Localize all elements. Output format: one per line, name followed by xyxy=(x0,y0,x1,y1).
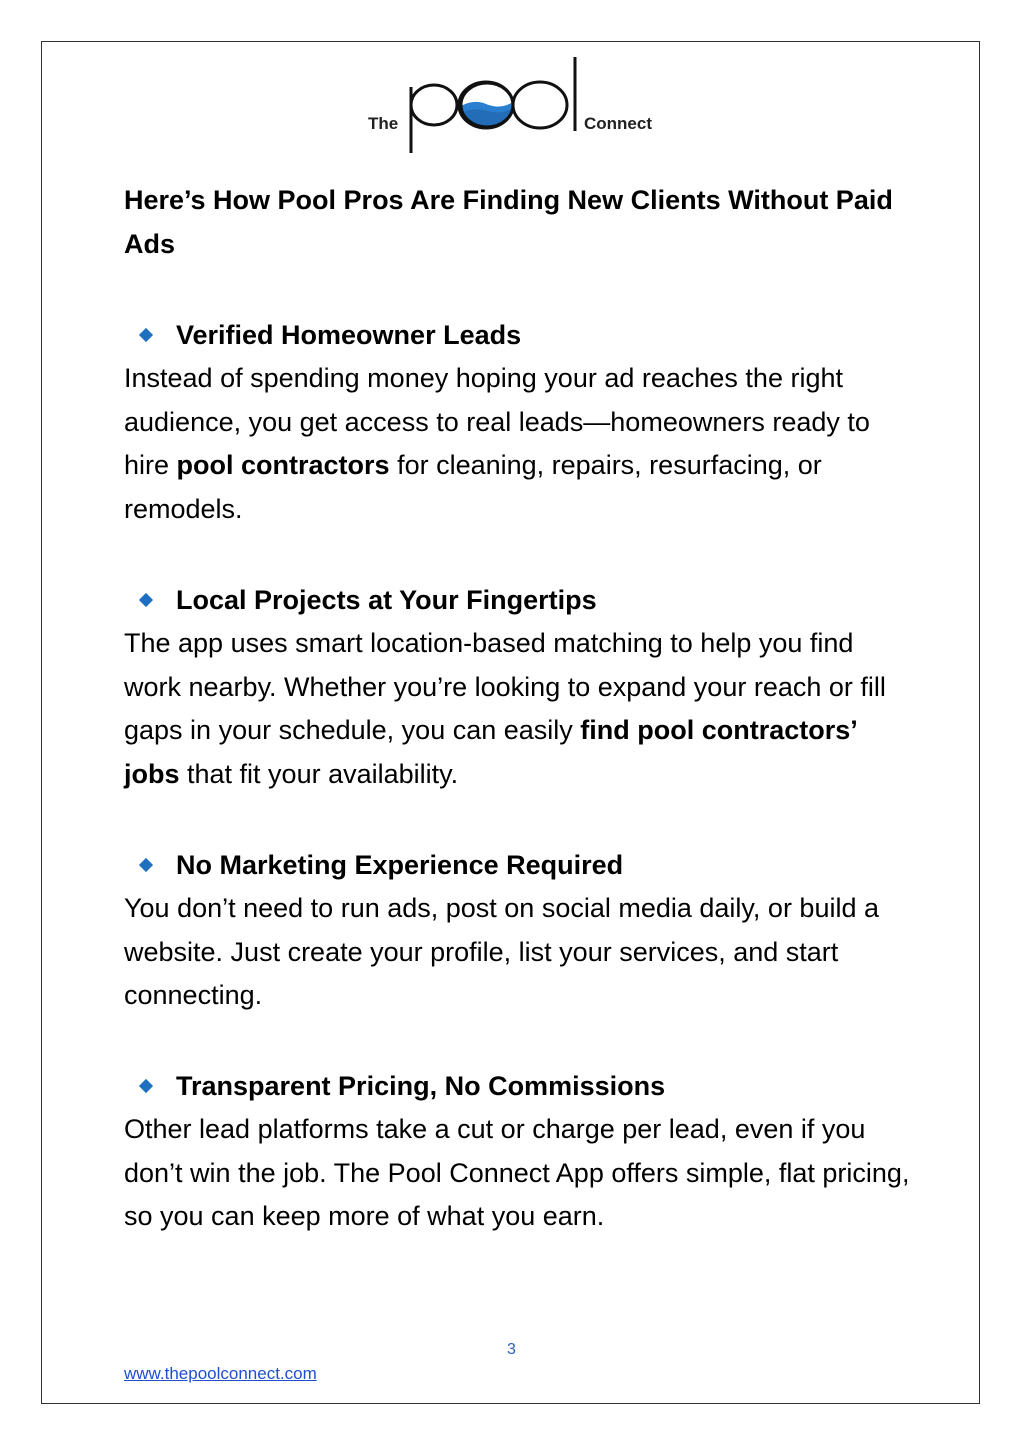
diamond-bullet-icon xyxy=(139,593,153,607)
diamond-bullet-icon xyxy=(139,1079,153,1093)
footer-website-link[interactable]: www.thepoolconnect.com xyxy=(124,1364,317,1383)
section-title-local-projects xyxy=(124,578,597,622)
section-title-text: Transparent Pricing, No Commissions xyxy=(176,1071,666,1101)
section-title-text: Local Projects at Your Fingertips xyxy=(176,585,597,615)
section-title-text: Verified Homeowner Leads xyxy=(176,320,522,350)
section-title-transparent-pricing xyxy=(124,1064,665,1108)
bold-phrase: pool contractors xyxy=(176,450,390,480)
pool-connect-logo xyxy=(368,55,658,155)
section-title-no-marketing xyxy=(124,843,623,887)
page-number: 3 xyxy=(507,1341,516,1358)
logo-the-text: The xyxy=(368,114,399,133)
bold-phrase: find pool contractors’ jobs xyxy=(124,715,857,789)
diamond-bullet-icon xyxy=(139,328,153,342)
section-title-verified-leads xyxy=(124,313,521,357)
section-body-verified-leads: Instead of spending money hoping your ad reaches the right audience, you get access to real leads—homeowners ready to hire pool contractors for cleaning, repairs, resurfacing, or remodels. xyxy=(124,363,870,524)
logo-connect-text: Connect xyxy=(584,114,652,133)
section-title-text: No Marketing Experience Required xyxy=(176,850,624,880)
section-body-no-marketing: You don’t need to run ads, post on social media daily, or build a website. Just create your profile, list your services, and start connecting. xyxy=(124,893,879,1010)
diamond-bullet-icon xyxy=(139,858,153,872)
page-heading: Here’s How Pool Pros Are Finding New Clients Without Paid Ads xyxy=(124,185,893,259)
section-body-local-projects: The app uses smart location-based matching to help you find work nearby. Whether you’re looking to expand your reach or fill gaps in your schedule, you can easily find pool contractors’ jobs that fit your availability. xyxy=(124,628,886,789)
section-body-transparent-pricing: Other lead platforms take a cut or charge per lead, even if you don’t win the job. The Pool Connect App offers simple, flat pricing, so you can keep more of what you earn. xyxy=(124,1114,910,1231)
